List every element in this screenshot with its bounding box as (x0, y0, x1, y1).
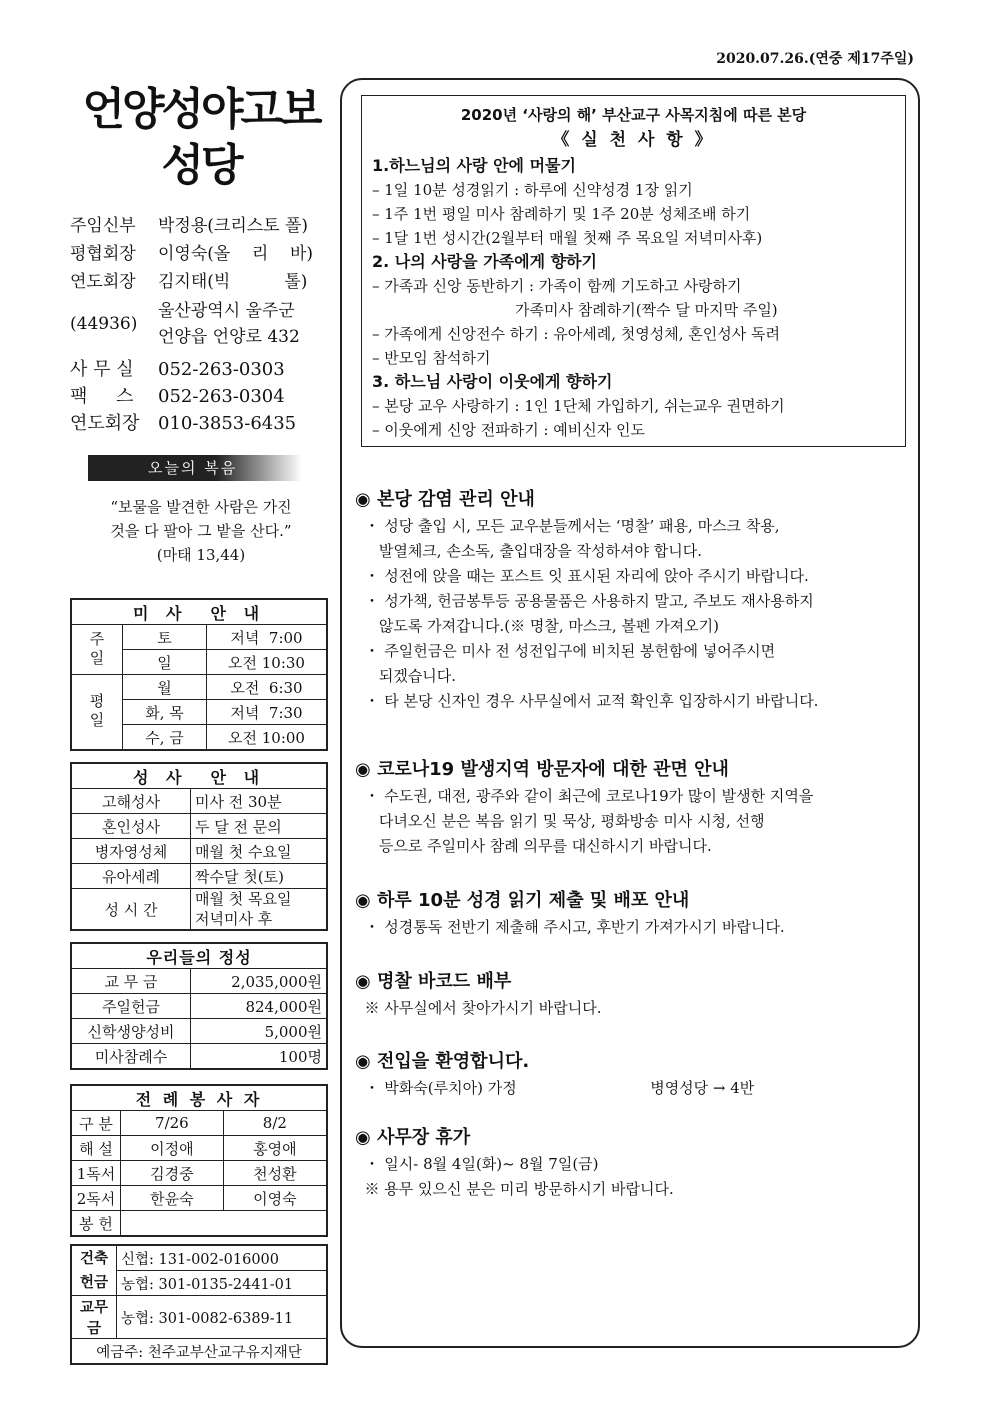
phone-number: 010-3853-6435 (158, 413, 297, 434)
notice-line: 등으로 주일미사 참례 의무를 대신하시기 바랍니다. (355, 837, 712, 855)
staff-role: 주임신부 (70, 216, 136, 236)
servers-header: 구 분 (71, 1111, 121, 1136)
sacrament-name: 병자영성체 (71, 839, 191, 864)
sacrament-table-title: 성 사 안 내 (71, 763, 327, 789)
guideline-item: – 이웃에게 신앙 전파하기 : 예비신자 인도 (372, 421, 646, 439)
zip-code: (44936) (70, 314, 138, 334)
offering-amount: 5,000원 (191, 1019, 328, 1044)
account-number: 농협: 301-0135-2441-01 (117, 1271, 328, 1296)
servers-role: 1독서 (71, 1161, 121, 1186)
gospel-line: 것을 다 팔아 그 밭을 산다.” (110, 522, 292, 540)
offering-label: 교 무 금 (71, 969, 191, 994)
servers-date: 8/2 (223, 1111, 327, 1136)
staff-list (70, 212, 332, 350)
sacrament-info: 매월 첫 수요일 (191, 839, 328, 864)
offering-table (70, 942, 328, 1070)
weekday-label: 평일 (71, 675, 123, 751)
issue-date: 2020.07.26.(연중 제17주일) (716, 51, 914, 67)
guideline-heading: 2. 나의 사랑을 가족에게 향하기 (372, 252, 597, 271)
gospel-line: “보물을 발견한 사람은 가진 (110, 498, 292, 516)
server-name: 한윤숙 (121, 1186, 224, 1211)
notice-line: ・ 성경통독 전반기 제출해 주시고, 후반기 가져가시기 바랍니다. (355, 918, 785, 936)
offering-label: 미사참례수 (71, 1044, 191, 1070)
sacrament-info (191, 889, 328, 931)
staff-person: 김지태(빅 톨) (158, 272, 308, 292)
sacrament-name: 유아세례 (71, 864, 191, 889)
phone-list (70, 356, 332, 437)
staff-row (70, 268, 332, 296)
address (70, 298, 332, 350)
mass-day: 월 (123, 675, 207, 700)
offering-table-title: 우리들의 정성 (71, 943, 327, 969)
gospel-heading: 오늘의 복음 (88, 455, 302, 481)
sacrament-info: 짝수달 첫(토) (191, 864, 328, 889)
notice-line: ※ 사무실에서 찾아가시기 바랍니다. (355, 999, 602, 1017)
notice-line: ・ 타 본당 신자인 경우 사무실에서 교적 확인후 입장하시기 바랍니다. (355, 692, 819, 710)
offering-amount: 824,000원 (191, 994, 328, 1019)
mass-time: 저녁 7:00 (207, 625, 328, 650)
guideline-heading: 1.하느님의 사랑 안에 머물기 (372, 156, 576, 175)
servers-table (70, 1084, 328, 1237)
sacrament-info: 미사 전 30분 (191, 789, 328, 814)
notice-name-tag-barcode (355, 968, 915, 1021)
sacrament-name: 성 시 간 (71, 889, 191, 931)
notice-title: ◉ 사무장 휴가 (355, 1127, 471, 1148)
phone-row (70, 383, 332, 410)
guideline-item: – 1일 10분 성경읽기 : 하루에 신약성경 1장 읽기 (372, 181, 693, 199)
notice-line: ※ 용무 있으신 분은 미리 방문하시기 바랍니다. (355, 1180, 674, 1198)
accounts-table (70, 1244, 328, 1365)
sacrament-name: 혼인성사 (71, 814, 191, 839)
guideline-heading: 3. 하느님 사랑이 이웃에게 향하기 (372, 372, 613, 391)
gospel-reference: (마태 13,44) (156, 546, 246, 564)
server-name: 김경중 (121, 1161, 224, 1186)
mass-day: 수, 금 (123, 725, 207, 751)
mass-day: 화, 목 (123, 700, 207, 725)
staff-role: 연도회장 (70, 272, 136, 292)
notice-line: ・ 수도권, 대전, 광주와 같이 최근에 코로나19가 많이 발생한 지역을 (355, 787, 814, 805)
notice-title: ◉ 명찰 바코드 배부 (355, 971, 512, 992)
servers-role: 봉 헌 (71, 1211, 121, 1237)
servers-date: 7/26 (121, 1111, 224, 1136)
building-fund-label-line: 건축 (79, 1250, 108, 1267)
guideline-item: – 가족과 신앙 동반하기 : 가족이 함께 기도하고 사랑하기 (372, 277, 742, 295)
server-name: 홍영애 (223, 1136, 327, 1161)
offering-label: 주일헌금 (71, 994, 191, 1019)
notice-line: 되겠습니다. (355, 667, 457, 685)
mass-time: 오전 10:00 (207, 725, 328, 751)
server-name (121, 1211, 328, 1237)
offering-label: 신학생양성비 (71, 1019, 191, 1044)
tithe-label: 교무금 (71, 1296, 117, 1339)
building-fund-label (71, 1245, 117, 1296)
account-number: 신협: 131-002-016000 (117, 1245, 328, 1271)
staff-person: 박정용(크리스토 폴) (158, 216, 309, 236)
server-name: 천성환 (223, 1161, 327, 1186)
staff-person: 이영숙(올 리 바) (158, 244, 314, 264)
offering-amount: 2,035,000원 (191, 969, 328, 994)
notice-line: ・ 박화숙(루치아) 가정 병영성당 → 4반 (355, 1079, 755, 1097)
mass-day: 일 (123, 650, 207, 675)
phone-label: 팩 스 (70, 386, 134, 407)
guideline-item: – 가족에게 신앙전수 하기 : 유아세례, 첫영성체, 혼인성사 독려 (372, 325, 780, 343)
servers-role: 해 설 (71, 1136, 121, 1161)
account-number: 농협: 301-0082-6389-11 (117, 1296, 328, 1339)
phone-number: 052-263-0303 (158, 359, 285, 380)
address-line2: 언양읍 언양로 432 (158, 327, 300, 347)
servers-table-title: 전 례 봉 사 자 (71, 1085, 327, 1111)
phone-label: 연도회장 (70, 413, 140, 434)
notice-title: ◉ 하루 10분 성경 읽기 제출 및 배포 안내 (355, 890, 690, 911)
notice-title: ◉ 코로나19 발생지역 방문자에 대한 관면 안내 (355, 759, 729, 780)
server-name: 이정애 (121, 1136, 224, 1161)
notice-line: ・ 성가책, 헌금봉투등 공용물품은 사용하지 말고, 주보도 재사용하지 (355, 592, 814, 610)
guideline-item: – 1주 1번 평일 미사 참례하기 및 1주 20분 성체조배 하기 (372, 205, 751, 223)
guidelines-subtitle: 《 실 천 사 항 》 (552, 130, 715, 150)
mass-table (70, 598, 328, 751)
guideline-item: – 1달 1번 성시간(2월부터 매월 첫째 주 목요일 저녁미사후) (372, 229, 763, 247)
address-line1: 울산광역시 울주군 (158, 301, 295, 321)
guideline-item: 가족미사 참례하기(짝수 달 마지막 주일) (372, 301, 778, 319)
notice-title: ◉ 본당 감염 관리 안내 (355, 489, 535, 510)
mass-time: 오전 6:30 (207, 675, 328, 700)
guideline-item: – 반모임 참석하기 (372, 349, 491, 367)
staff-role: 평협회장 (70, 244, 136, 264)
church-name-line1: 언양성야고보 (82, 84, 320, 135)
notice-line: ・ 성당 출입 시, 모든 교우분들께서는 ‘명찰’ 패용, 마스크 착용, (355, 517, 780, 535)
sacrament-name: 고해성사 (71, 789, 191, 814)
gospel-quote (70, 495, 332, 567)
building-fund-label-line: 헌금 (79, 1274, 108, 1291)
mass-time: 저녁 7:30 (207, 700, 328, 725)
notice-title: ◉ 전입을 환영합니다. (355, 1051, 530, 1072)
mass-table-title: 미 사 안 내 (71, 599, 327, 625)
notice-line: 발열체크, 손소독, 출입대장을 작성하셔야 합니다. (355, 542, 703, 560)
sacrament-info-line: 저녁미사 후 (195, 910, 273, 928)
account-holder: 예금주: 천주교부산교구유지재단 (71, 1339, 327, 1365)
pastoral-guidelines-box (361, 95, 906, 447)
servers-role: 2독서 (71, 1186, 121, 1211)
notice-line: 않도록 가져갑니다.(※ 명찰, 마스크, 볼펜 가져오기) (355, 617, 720, 635)
mass-time: 오전 10:30 (207, 650, 328, 675)
staff-row (70, 212, 332, 240)
notice-bible-reading (355, 887, 915, 940)
notice-welcome (355, 1048, 915, 1101)
phone-label: 사 무 실 (70, 359, 134, 380)
left-column (70, 82, 332, 567)
staff-row (70, 240, 332, 268)
sacrament-info: 두 달 전 문의 (191, 814, 328, 839)
phone-row (70, 410, 332, 437)
sacrament-info-line: 매월 첫 목요일 (195, 890, 292, 908)
guideline-item: – 본당 교우 사랑하기 : 1인 1단체 가입하기, 쉬는교우 권면하기 (372, 397, 785, 415)
sunday-label: 주일 (71, 625, 123, 675)
sacrament-table (70, 762, 328, 931)
notice-line: ・ 주일헌금은 미사 전 성전입구에 비치된 봉헌함에 넣어주시면 (355, 642, 776, 660)
church-name-line2: 성당 (161, 140, 241, 191)
phone-row (70, 356, 332, 383)
phone-number: 052-263-0304 (158, 386, 285, 407)
offering-amount: 100명 (191, 1044, 328, 1070)
notice-covid-dispensation (355, 756, 915, 859)
notice-line: ・ 성전에 앉을 때는 포스트 잇 표시된 자리에 앉아 주시기 바랍니다. (355, 567, 809, 585)
notice-office-vacation (355, 1124, 915, 1202)
notice-line: 다녀오신 분은 복음 읽기 및 묵상, 평화방송 미사 시청, 선행 (355, 812, 765, 830)
notice-infection-control (355, 486, 915, 714)
notice-line: ・ 일시- 8월 4일(화)~ 8월 7일(금) (355, 1155, 599, 1173)
guidelines-title: 2020년 ‘사랑의 해’ 부산교구 사목지침에 따른 본당 (460, 106, 807, 124)
mass-day: 토 (123, 625, 207, 650)
server-name: 이영숙 (223, 1186, 327, 1211)
